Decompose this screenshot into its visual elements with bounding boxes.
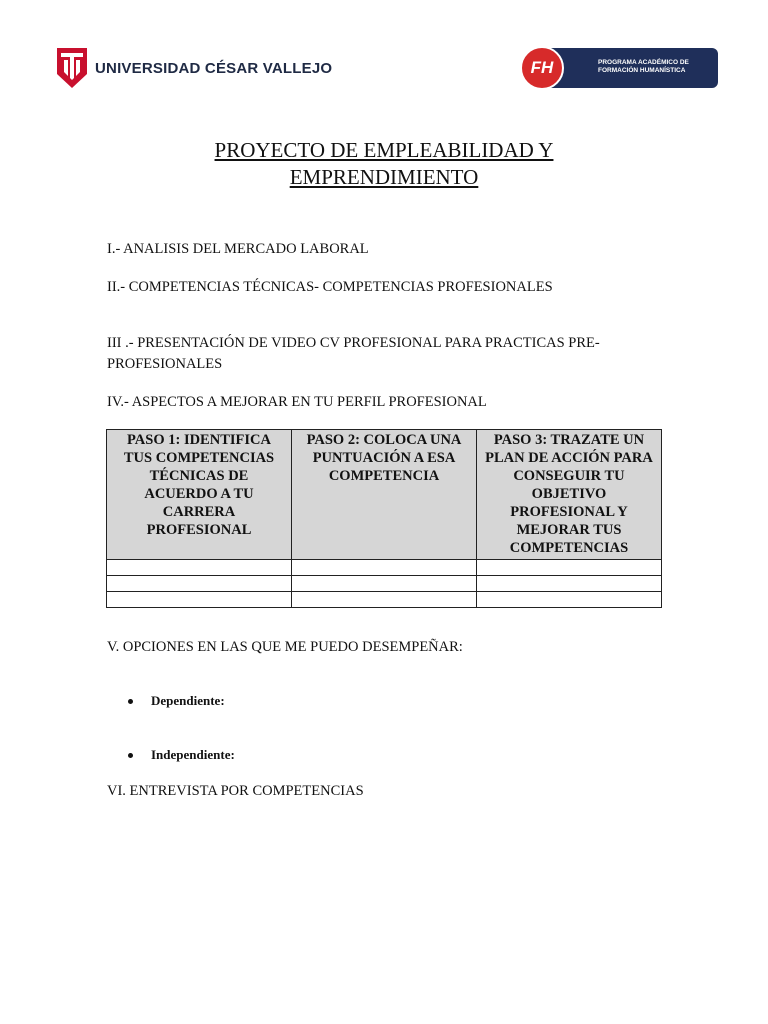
table-header-paso-2: PASO 2: COLOCA UNA PUNTUACIÓN A ESA COMPETENCIA (292, 430, 477, 560)
section-1-heading: I.- ANALISIS DEL MERCADO LABORAL (107, 241, 369, 257)
document-title (0, 137, 768, 191)
list-item-dependiente (128, 693, 225, 709)
table-row (107, 560, 662, 576)
document-title-line2: EMPRENDIMIENTO (289, 165, 479, 189)
option-independiente-label: Independiente: (151, 747, 235, 762)
table-header-paso-1: PASO 1: IDENTIFICA TUS COMPETENCIAS TÉCNICAS DE ACUERDO A TU CARRERA PROFESIONAL (107, 430, 292, 560)
table-cell[interactable] (292, 576, 477, 592)
table-cell[interactable] (477, 592, 662, 608)
bullet-icon (128, 753, 133, 758)
fh-program-logo (520, 46, 718, 90)
table-cell[interactable] (107, 560, 292, 576)
section-6-heading: VI. ENTREVISTA POR COMPETENCIAS (107, 783, 364, 799)
table-cell[interactable] (292, 592, 477, 608)
option-dependiente-label: Dependiente: (151, 693, 225, 708)
section-4-heading: IV.- ASPECTOS A MEJORAR EN TU PERFIL PROFESIONAL (107, 394, 487, 410)
table-header-paso-3: PASO 3: TRAZATE UN PLAN DE ACCIÓN PARA CONSEGUIR TU OBJETIVO PROFESIONAL Y MEJORAR TUS COMPETENCIAS (477, 430, 662, 560)
table-cell[interactable] (477, 560, 662, 576)
table-cell[interactable] (107, 576, 292, 592)
section-3-heading-line2: PROFESIONALES (107, 356, 223, 372)
section-3-heading-line1: III .- PRESENTACIÓN DE VIDEO CV PROFESIONAL PARA PRACTICAS PRE- (107, 335, 600, 351)
university-name: UNIVERSIDAD CÉSAR VALLEJO (95, 59, 333, 77)
ucv-logo (57, 48, 332, 88)
table-row (107, 576, 662, 592)
table-row (107, 592, 662, 608)
table-cell[interactable] (292, 560, 477, 576)
table-cell[interactable] (107, 592, 292, 608)
bullet-icon (128, 699, 133, 704)
section-2-heading: II.- COMPETENCIAS TÉCNICAS- COMPETENCIAS PROFESIONALES (107, 279, 553, 295)
fh-program-line2: FORMACIÓN HUMANÍSTICA (598, 67, 686, 74)
document-title-line1: PROYECTO DE EMPLEABILIDAD Y (214, 138, 554, 162)
fh-badge: FH (520, 46, 564, 90)
ucv-emblem-icon (57, 48, 87, 88)
list-item-independiente (128, 747, 235, 763)
competencies-table (106, 429, 662, 608)
fh-program-name (598, 59, 689, 75)
table-cell[interactable] (477, 576, 662, 592)
table-header-row (107, 430, 662, 560)
fh-program-line1: PROGRAMA ACADÉMICO DE (598, 59, 689, 66)
section-5-heading: V. OPCIONES EN LAS QUE ME PUEDO DESEMPEÑAR: (107, 639, 463, 655)
